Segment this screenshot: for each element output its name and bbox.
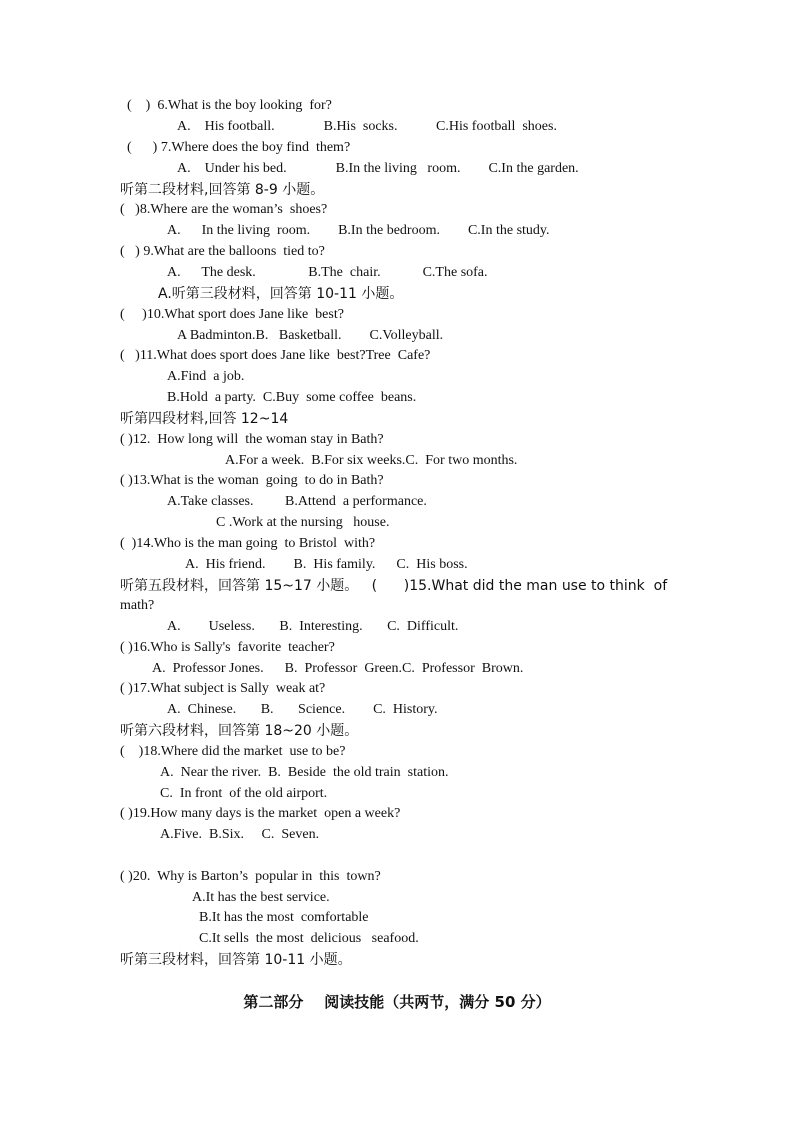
question-16-options: A. Professor Jones. B. Professor Green.C. Professor Brown. bbox=[152, 661, 524, 676]
question-11-option-a: A.Find a job. bbox=[167, 369, 245, 384]
question-7-options: A. Under his bed. B.In the living room. C.In the garden. bbox=[177, 161, 579, 176]
question-19: ( )19.How many days is the market open a week? bbox=[120, 806, 401, 821]
question-15-options: A. Useless. B. Interesting. C. Difficult. bbox=[167, 619, 459, 634]
question-8: ( )8.Where are the woman’s shoes? bbox=[120, 202, 328, 217]
section-title: 第二部分 阅读技能（共两节，满分 50 分） bbox=[243, 993, 551, 1011]
question-10: ( )10.What sport does Jane like best? bbox=[120, 307, 344, 322]
section-heading-2: 听第二段材料,回答第 8-9 小题。 bbox=[120, 182, 325, 198]
question-13-option-c: C .Work at the nursing house. bbox=[216, 515, 390, 530]
question-16: ( )16.Who is Sally's favorite teacher? bbox=[120, 640, 335, 655]
question-8-options: A. In the living room. B.In the bedroom. C.In the study. bbox=[167, 223, 550, 238]
question-13: ( )13.What is the woman going to do in Bath? bbox=[120, 473, 384, 488]
question-18: ( )18.Where did the market use to be? bbox=[120, 744, 346, 759]
question-12: ( )12. How long will the woman stay in Bath? bbox=[120, 432, 384, 447]
question-14: ( )14.Who is the man going to Bristol with? bbox=[120, 536, 376, 551]
section-heading-5-question-15: 听第五段材料，回答第 15~17 小题。 ( )15.What did the man use to think of bbox=[120, 578, 668, 594]
question-20-option-a: A.It has the best service. bbox=[192, 890, 330, 905]
question-17: ( )17.What subject is Sally weak at? bbox=[120, 681, 326, 696]
question-9: ( ) 9.What are the balloons tied to? bbox=[120, 244, 325, 259]
question-20-option-b: B.It has the most comfortable bbox=[199, 910, 369, 925]
question-18-option-ab: A. Near the river. B. Beside the old train station. bbox=[160, 765, 449, 780]
question-7: ( ) 7.Where does the boy find them? bbox=[127, 140, 351, 155]
question-11-option-bc: B.Hold a party. C.Buy some coffee beans. bbox=[167, 390, 417, 405]
question-14-options: A. His friend. B. His family. C. His boss. bbox=[185, 557, 468, 572]
question-19-options: A.Five. B.Six. C. Seven. bbox=[160, 827, 320, 842]
question-10-options: A Badminton.B. Basketball. C.Volleyball. bbox=[177, 328, 444, 343]
question-12-options: A.For a week. B.For six weeks.C. For two months. bbox=[225, 453, 518, 468]
section-heading-4: 听第四段材料,回答 12~14 bbox=[120, 411, 289, 427]
question-20-option-c: C.It sells the most delicious seafood. bbox=[199, 931, 419, 946]
question-13-option-ab: A.Take classes. B.Attend a performance. bbox=[167, 494, 427, 509]
section-heading-3: A.听第三段材料，回答第 10-11 小题。 bbox=[158, 286, 404, 302]
question-9-options: A. The desk. B.The chair. C.The sofa. bbox=[167, 265, 488, 280]
question-6: ( ) 6.What is the boy looking for? bbox=[127, 98, 332, 113]
section-heading-3-repeat: 听第三段材料，回答第 10-11 小题。 bbox=[120, 952, 352, 968]
question-15-continued: math? bbox=[120, 598, 155, 613]
question-6-options: A. His football. B.His socks. C.His football shoes. bbox=[177, 119, 557, 134]
question-18-option-c: C. In front of the old airport. bbox=[160, 786, 328, 801]
question-20: ( )20. Why is Barton’s popular in this town? bbox=[120, 869, 381, 884]
question-11: ( )11.What does sport does Jane like best?Tree Cafe? bbox=[120, 348, 431, 363]
question-17-options: A. Chinese. B. Science. C. History. bbox=[167, 702, 438, 717]
section-heading-6: 听第六段材料，回答第 18~20 小题。 bbox=[120, 723, 359, 739]
